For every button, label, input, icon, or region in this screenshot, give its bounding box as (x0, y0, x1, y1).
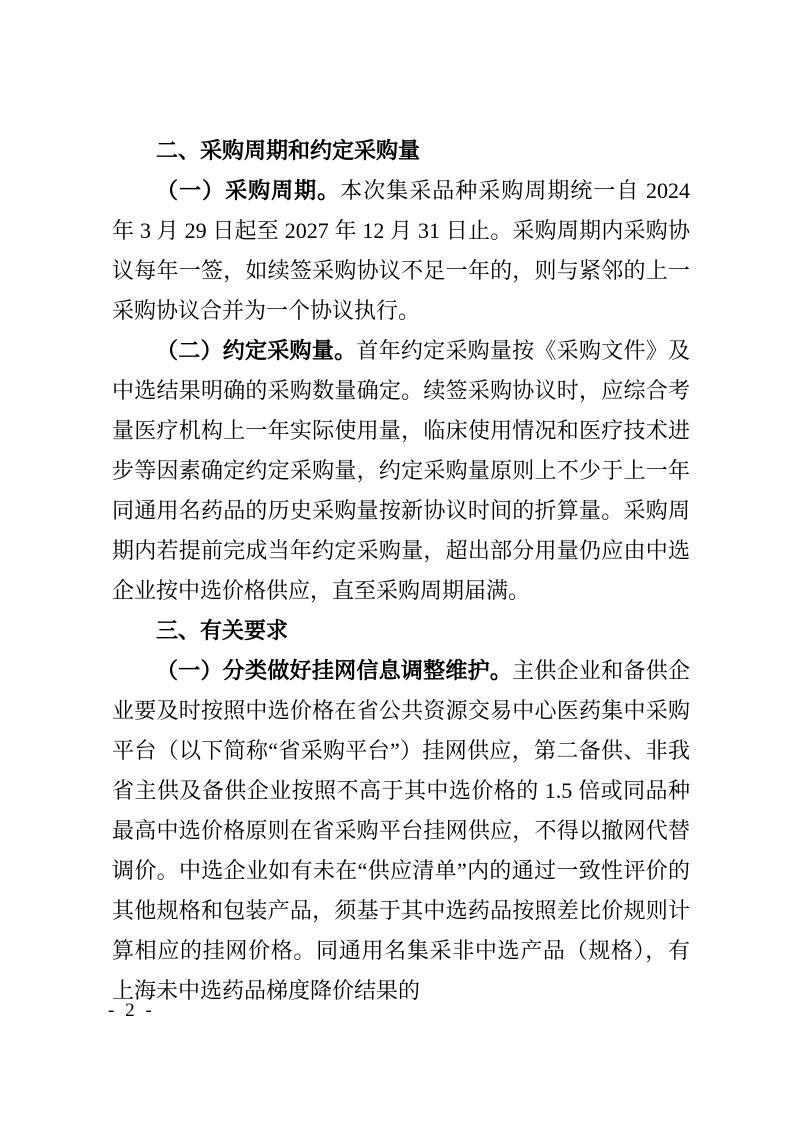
paragraph-lead: （一）分类做好挂网信息调整维护。 (156, 658, 513, 683)
section-heading-requirements: 三、有关要求 (156, 618, 289, 643)
paragraph-body: 首年约定采购量按《采购文件》及中选结果明确的采购数量确定。续签采购协议时，应综合考量医疗机构上一年实际使用量，临床使用情况和医疗技术进步等因素确定约定采购量，约定采购量原则上不少于上一年同通用名药品的历史采购量按新协议时间的折算量。采购周期内若提前完成当年约定采购量，超出部分用量仍应由中选企业按中选价格供应，直至采购周期届满。 (112, 338, 690, 603)
paragraph-procurement-cycle (112, 171, 690, 331)
paragraph-lead: （一）采购周期。 (156, 178, 341, 203)
document-body (112, 131, 690, 1011)
paragraph-body: 本次集采品种采购周期统一自 2024 年 3 月 29 日起至 2027 年 12 月 31 日止。采购周期内采购协议每年一签，如续签采购协议不足一年的，则与紧邻的上一采购协议合并为一个协议执行。 (112, 178, 690, 323)
paragraph-body: 主供企业和备供企业要及时按照中选价格在省公共资源交易中心医药集中采购平台（以下简称“省采购平台”）挂网供应，第二备供、非我省主供及备供企业按照不高于其中选价格的 1.5 倍或同品种最高中选价格原则在省采购平台挂网供应，不得以撤网代替调价。中选企业如有未在“供应清单”内的通过一致性评价的其他规格和包装产品，须基于其中选药品按照差比价规则计算相应的挂网价格。同通用名集采非中选产品（规格），有上海未中选药品梯度降价结果的 (112, 658, 690, 1003)
paragraph-lead: （二）约定采购量。 (156, 338, 357, 363)
section-heading-procurement-cycle: 二、采购周期和约定采购量 (156, 138, 421, 163)
paragraph-listing-info-maintenance (112, 651, 690, 1011)
page-number: - 2 - (108, 1000, 155, 1021)
paragraph-agreed-volume (112, 331, 690, 611)
